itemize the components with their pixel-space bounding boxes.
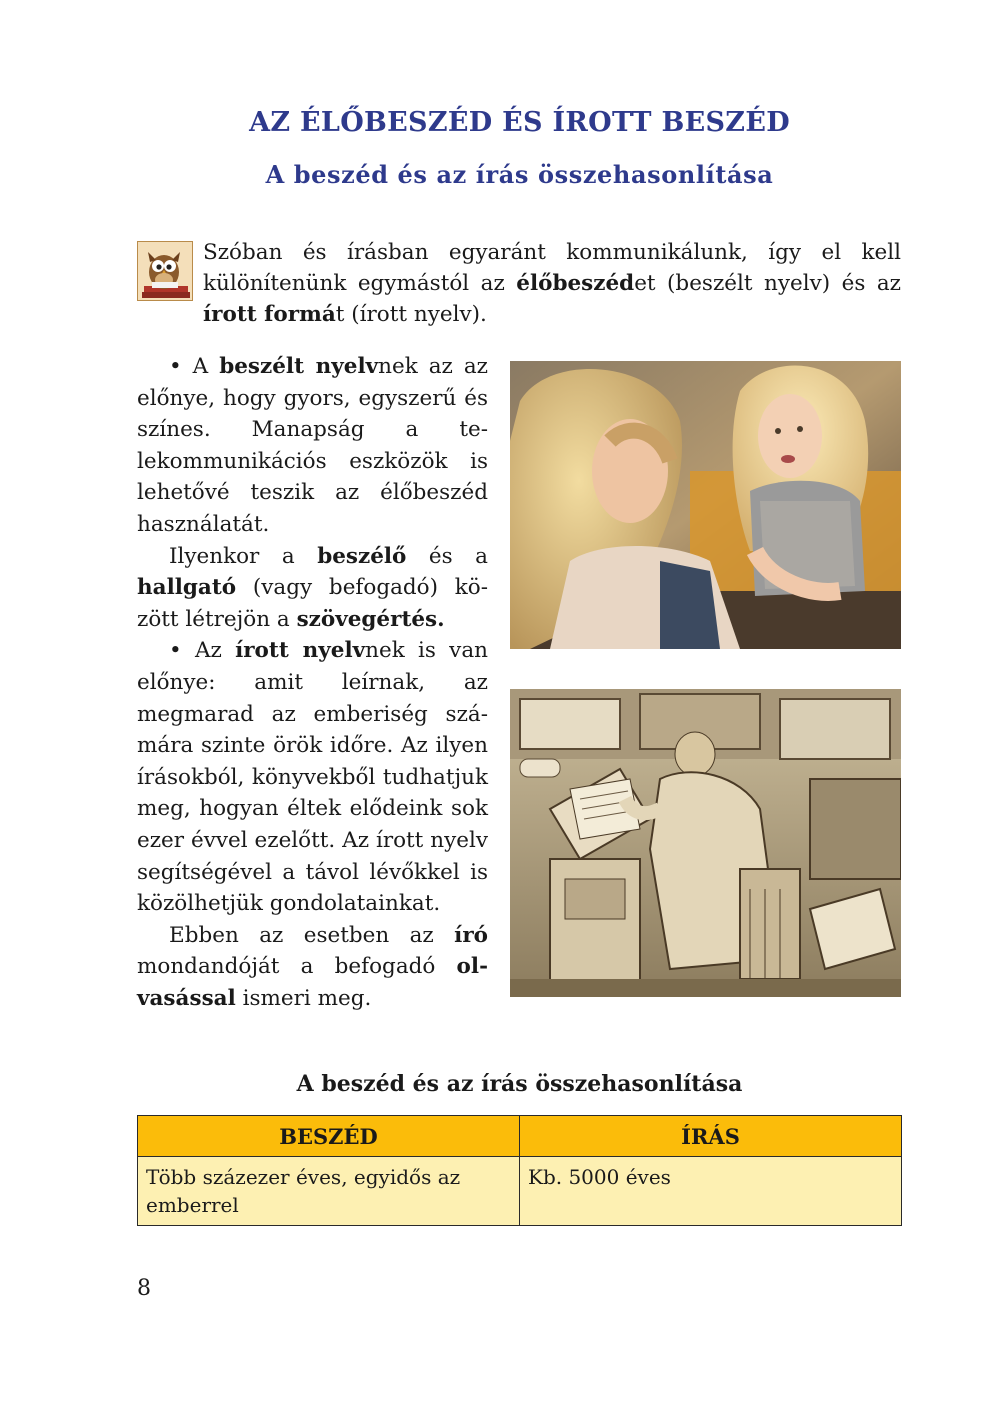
table-caption: A beszéd és az írás összehasonlítása: [296, 1071, 743, 1097]
page-number: 8: [137, 1276, 151, 1301]
table-header-beszed: BESZÉD: [138, 1116, 520, 1157]
table-cell: Kb. 5000 éves: [520, 1157, 902, 1226]
table-cell: Több százezer éves, egyidős az emberrel: [138, 1157, 520, 1226]
bold-term: olvasással: [137, 954, 488, 1011]
paragraph-text: és a: [406, 543, 489, 569]
paragraph-written-language: [137, 635, 488, 919]
paragraph-text: nek is van előnye: amit leírnak, az megmarad az emberiség számára szinte örök időre. Az ilyen írásokból, könyvekből tudhatjuk meg, hogyan éltek elődeink sok ezer évvel ezelőtt. Az írott nyelv segítségével a távol lévőkkel is közölhetjük gondolatainkat.: [137, 638, 488, 917]
table-header-iras: ÍRÁS: [520, 1116, 902, 1157]
mother-and-child-photo: [510, 361, 901, 649]
paragraph-spoken-language: [137, 351, 488, 541]
bold-term: beszélt nyelv: [219, 354, 379, 379]
paragraph-text: nek az az előnye, hogy gyors, egyszerű és színes. Manapság a telekommunikációs eszközök is lehetővé teszik az élőbeszéd használatát.: [137, 354, 488, 537]
intro-bold-irott-forma: írott formá: [203, 302, 336, 327]
bullet-text: • Az: [169, 638, 236, 664]
table-row: [138, 1157, 902, 1226]
paragraph-reading: [137, 920, 488, 1015]
bold-term: beszélő: [317, 543, 407, 569]
paragraph-text: (vagy befogadó) között létrejön a: [137, 575, 488, 632]
page-title: AZ ÉLŐBESZÉD ÉS ÍROTT BESZÉD: [249, 107, 790, 138]
paragraph-text: Ilyenkor a: [169, 543, 318, 569]
medieval-scribe-illustration: [510, 689, 901, 997]
body-text-column: [137, 351, 488, 1014]
paragraph-text: ismeri meg.: [235, 985, 372, 1011]
intro-bold-eloebeszed: élőbeszéd: [516, 271, 635, 296]
intro-text-2: et (beszélt nyelv) és az: [634, 271, 901, 296]
intro-text-1: Szóban és írásban egyaránt kommunikálunk, így el kell különítenünk egymástól az: [203, 240, 901, 296]
bullet-text: • A: [169, 354, 220, 379]
table-header-row: [138, 1116, 902, 1157]
owl-icon: [137, 241, 193, 301]
paragraph-text: Ebben az esetben az: [169, 922, 455, 948]
bold-term: hallgató: [137, 575, 237, 601]
bold-term: írott nyelv: [235, 638, 366, 664]
bold-term: szövegértés.: [296, 606, 445, 632]
comparison-table: [137, 1115, 902, 1226]
intro-paragraph: [203, 237, 901, 330]
paragraph-text: mondandóját a befogadó: [137, 954, 457, 980]
bold-term: író: [454, 922, 488, 948]
page-subtitle: A beszéd és az írás összehasonlítása: [265, 160, 774, 189]
intro-text-3: t (írott nyelv).: [335, 302, 487, 327]
paragraph-understanding: [137, 541, 488, 636]
